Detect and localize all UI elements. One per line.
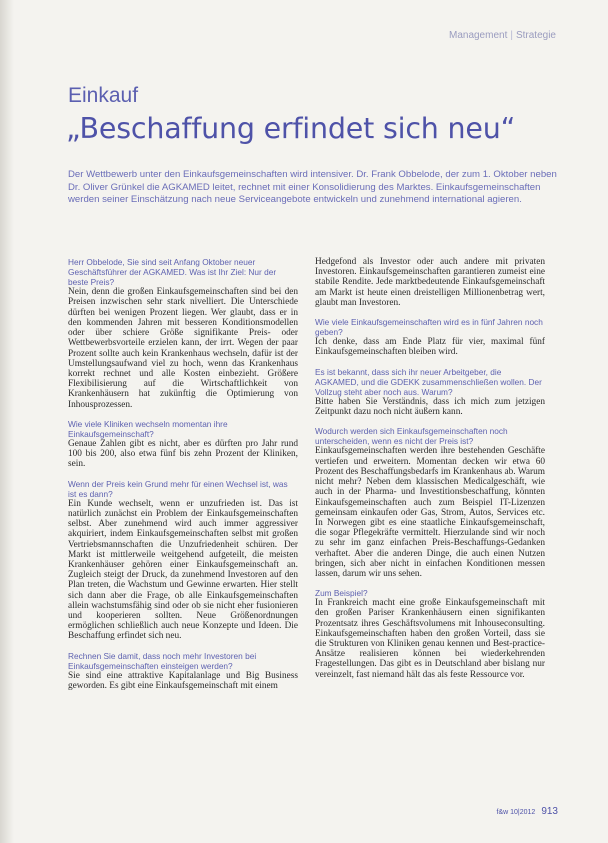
question: Wodurch werden sich Einkaufsgemeinschaften noch unterscheiden, wenn es nicht der Preis ist? [315, 426, 508, 447]
question: Es ist bekannt, dass sich ihr neuer Arbeitgeber, die AGKAMED, und die GDEKK zusammenschließen wollen. Der Vollzug steht aber noch aus. Warum? [315, 366, 542, 397]
subsection-label: Strategie [515, 30, 556, 41]
answer: Sie sind eine attraktive Kapitalanlage und Big Business geworden. Es gibt eine Einkaufsgemeinschaft mit einem [68, 670, 298, 691]
article-lead: Der Wettbewerb unter den Einkaufsgemeinschaften wird intensiver. Dr. Frank Obbelode, der zum 1. Oktober neben Dr. Oliver Grünkel die AGKAMED leitet, rechnet mit einer Konsolidierung des Marktes. Einkaufsgemeinschaften werden seiner Einschätzung nach neue Serviceangebote entwickeln und zunehmend international agieren. [68, 169, 557, 205]
answer: Genaue Zahlen gibt es nicht, aber es dürften pro Jahr rund 100 bis 200, also etwa fünf bis zehn Prozent der Kliniken, sein. [68, 438, 298, 470]
question: Wenn der Preis kein Grund mehr für einen Wechsel ist, was ist es dann? [68, 478, 288, 499]
right-column [315, 257, 545, 689]
page-number: 913 [541, 806, 558, 817]
answer: Nein, denn die großen Einkaufsgemeinschaften sind bei den Preisen inzwischen sehr stark nivelliert. Die Unterschiede dürften bei wenigen Prozent liegen. Wer glaubt, dass er in den kommenden Jahren mit besseren Konditionsmodellen oder über schiere Größe signifikante Preis- oder Wettbewerbsvorteile erzielen kann, der irrt. Wegen der paar Prozent sollte auch kein Krankenhaus wechseln, dafür ist der Umstellungsaufwand viel zu hoch, wenn das Krankenhaus korrekt rechnet und alle Kosten einbezieht. Größere Flexibilisierung auf die Wirtschaftlichkeit von Krankenhäusern hat zukünftig die Optimierung von Inhousprozessen. [68, 287, 298, 410]
answer: Ich denke, dass am Ende Platz für vier, maximal fünf Einkaufsgemeinschaften bleiben wird. [315, 337, 545, 358]
answer: Ein Kunde wechselt, wenn er unzufrieden ist. Das ist natürlich zunächst ein Problem der Einkaufsgemeinschaften selbst. Aber zunehmend wird auch immer aggressiver akquiriert, indem Einkaufsgemeinschaften selbst mit großen Vertriebsmannschaften die Unzufriedenheit schüren. Der Markt ist mittlerweile weitgehend aufgeteilt, die meisten Krankenhäuser gehören einer Einkaufsgemeinschaft an. Zugleich steigt der Druck, da zunehmend Investoren auf den Plan treten, die Wachstum und Gewinne erwarten. Hier stellt sich dann aber die Frage, ob alle Einkaufsgemeinschaften allein wachstumsfähig sind oder ob sie nicht eher fusionieren und kooperieren sollten. Neue Größenordnungen ermöglichen schließlich auch neue Konzepte und Ideen. Die Beschaffung erfindet sich neu. [68, 498, 298, 642]
left-column [68, 257, 298, 700]
question: Wie viele Einkaufsgemeinschaften wird es in fünf Jahren noch geben? [315, 317, 543, 338]
page-binding-shadow [0, 0, 14, 843]
article-title: „Beschaffung erfindet sich neu“ [66, 112, 516, 145]
article-rubric: Einkauf [68, 84, 139, 107]
question: Zum Beispiel? [315, 588, 368, 599]
question: Rechnen Sie damit, dass noch mehr Investoren bei Einkaufsgemeinschaften einsteigen werden? [68, 650, 257, 671]
page-footer [497, 806, 558, 817]
answer-continued: Hedgefond als Investor oder auch andere mit privaten Investoren. Einkaufsgemeinschaften garantieren zumeist eine stabile Rendite. Jede marktbedeutende Einkaufsgemeinschaft am Markt ist heute einen dreistelligen Millionenbetrag wert, glaubt man Investoren. [315, 257, 545, 308]
header-separator: | [510, 30, 513, 41]
question: Herr Obbelode, Sie sind seit Anfang Oktober neuer Geschäftsführer der AGKAMED. Was ist Ihr Ziel: Nur der beste Preis? [68, 257, 277, 288]
question: Wie viele Kliniken wechseln momentan ihre Einkaufsgemeinschaft? [68, 418, 228, 439]
answer: Bitte haben Sie Verständnis, dass ich mich zum jetzigen Zeitpunkt dazu noch nicht äußern kann. [315, 396, 545, 418]
section-header [449, 30, 556, 41]
magazine-issue: f&w 10|2012 [496, 809, 536, 816]
answer: In Frankreich macht eine große Einkaufsgemeinschaft mit den großen Pariser Krankenhäusern einen signifikanten Prozentsatz ihres Geschäftsvolumens mit Inhouseconsulting. Einkaufsgemeinschaften haben den großen Vorteil, dass sie die Strukturen von Kliniken genau kennen und Best-practice-Ansätze realisieren können bei wiederkehrenden Fragestellungen. Das gibt es in Deutschland aber bislang nur vereinzelt, fast niemand hält das als feste Ressource vor. [315, 598, 545, 680]
section-label: Management [448, 30, 508, 41]
answer: Einkaufsgemeinschaften werden ihre bestehenden Geschäfte vertiefen und erweitern. Momentan decken wir etwa 60 Prozent des Beschaffungsbedarfs im Krankenhaus ab. Warum nicht mehr? Neben dem klassischen Medicalgeschäft, wie auch in der Pharma- und Investitionsbeschaffung, könnten Einkaufsgemeinschaften auch zum Beispiel IT-Lizenzen gemeinsam einkaufen oder Gas, Strom, Autos, Services etc. In Norwegen gibt es eine staatliche Einkaufsgemeinschaft, die sogar Pflegekräfte vermittelt. Hierzulande sind wir noch zu sehr im ganz einfachen Preis-Beschaffungs-Gedanken verhaftet. Aber die anderen Dinge, die auch einen Nutzen bringen, sich aber nicht in einfachen Konditionen messen lassen, darum wir uns sehen. [315, 446, 545, 579]
